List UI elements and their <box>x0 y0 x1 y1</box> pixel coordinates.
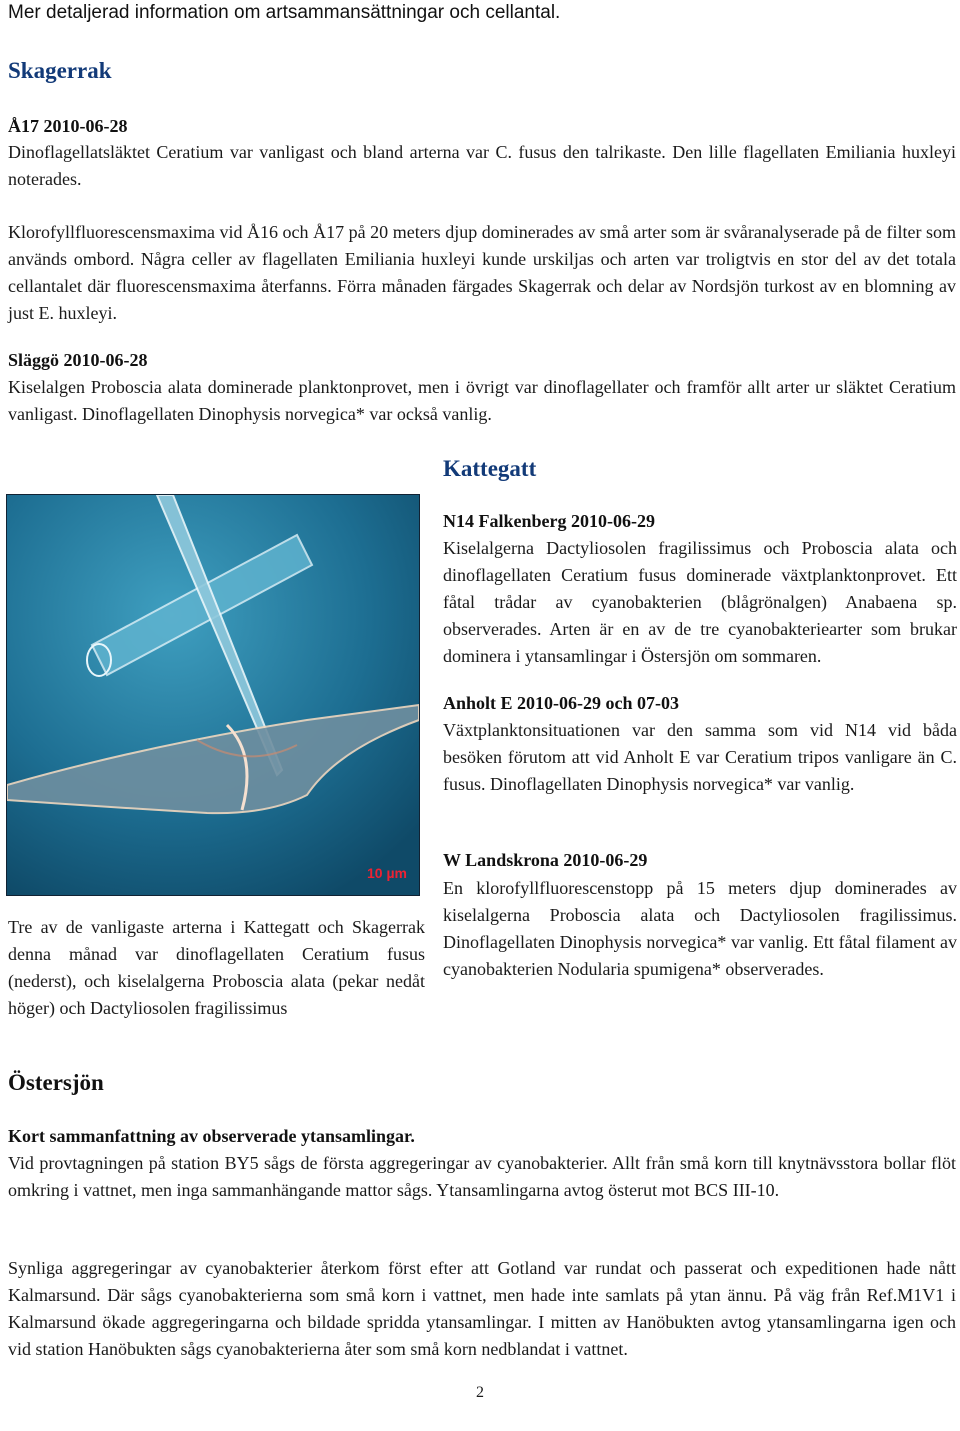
paragraph-a17-1: Dinoflagellatsläktet Ceratium var vanligast och bland arterna var C. fusus den talrikaste. Den lille flagellaten Emiliania huxleyi noterades. <box>8 142 956 189</box>
plankton-photo <box>6 494 420 896</box>
heading-w-landskrona: W Landskrona 2010-06-29 <box>443 850 648 870</box>
scale-bar-label: 10 µm <box>367 865 407 881</box>
heading-slaggo: Släggö 2010-06-28 <box>8 350 148 370</box>
heading-anholt: Anholt E 2010-06-29 och 07-03 <box>443 693 680 713</box>
photo-caption: Tre av de vanligaste arterna i Kattegatt och Skagerrak denna månad var dinoflagellaten Ceratium fusus (nederst), och kiselalgerna Proboscia alata (pekar nedåt höger) och Dactyliosolen fragilissimus <box>8 917 425 1018</box>
section-title-kattegatt: Kattegatt <box>443 456 537 481</box>
heading-n14: N14 Falkenberg 2010-06-29 <box>443 511 655 531</box>
paragraph-w-landskrona: En klorofyllfluorescenstopp på 15 meters djup dominerades av kiselalgerna Proboscia alata och Dactyliosolen fragilissimus. Dinoflagellaten Dinophysis norvegica* var vanlig. Ett fåtal filament av cyanobakterien Nodularia spumigena* observerades. <box>443 878 957 979</box>
paragraph-anholt: Växtplanktonsituationen var den samma som vid N14 vid båda besöken förutom att vid Anholt E var Ceratium tripos vanligare än C. fusus. Dinoflagellaten Dinophysis norvegica* var vanlig. <box>443 720 957 794</box>
paragraph-ostersjon-2: Synliga aggregeringar av cyanobakterier återkom först efter att Gotland var rundat och passerat och expeditionen hade nått Kalmarsund. Där sågs cyanobakterierna som små korn i vattnet, men hade inte samlats på ytan ännu. På väg från Ref.M1V1 i Kalmarsund ökade aggregeringarna och bildade spridda ytansamlingar. I mitten av Hanöbukten avtog ytansamlingarna igen och vid station Hanöbukten sågs cyanobakterierna åter som små korn nedblandat i vattnet. <box>8 1258 956 1359</box>
page-header: Mer detaljerad information om artsammansättningar och cellantal. <box>8 2 561 23</box>
paragraph-ostersjon-1: Vid provtagningen på station BY5 sågs de första aggregeringar av cyanobakterier. Allt från små korn till knytnävsstora bollar flöt omkring i vattnet, men inga sammanhängande mattor sågs. Ytansamlingarna avtog österut mot BCS III-10. <box>8 1153 956 1200</box>
page-number: 2 <box>476 1384 484 1401</box>
paragraph-a17-2: Klorofyllfluorescensmaxima vid Å16 och Å17 på 20 meters djup dominerades av små arter som är svåranalyserade på de filter som används ombord. Några celler av flagellaten Emiliania huxleyi kunde urskiljas och arten var troligtvis en stor del av det totala cellantalet där fluorescensmaxima återfanns. Förra månaden färgades Skagerrak och delar av Nordsjön turkost av en blomning av just E. huxleyi. <box>8 222 956 323</box>
section-title-ostersjon: Östersjön <box>8 1070 104 1095</box>
paragraph-n14: Kiselalgerna Dactyliosolen fragilissimus och Proboscia alata och dinoflagellaten Ceratium fusus dominerade växtplanktonprovet. Ett fåtal trådar av cyanobakterien (blågrönalgen) Anabaena sp. observerades. Arten är en av de tre cyanobakteriearter som brukar dominera i ytansamlingar i Östersjön om sommaren. <box>443 538 957 666</box>
heading-a17: Å17 2010-06-28 <box>8 116 128 136</box>
paragraph-slaggo: Kiselalgen Proboscia alata dominerade planktonprovet, men i övrigt var dinoflagellater och framför allt arter ur släktet Ceratium vanligast. Dinoflagellaten Dinophysis norvegica* var också vanlig. <box>8 377 956 424</box>
micrograph-illustration <box>7 495 419 895</box>
section-title-skagerrak: Skagerrak <box>8 58 112 83</box>
heading-summary: Kort sammanfattning av observerade ytansamlingar. <box>8 1126 415 1146</box>
